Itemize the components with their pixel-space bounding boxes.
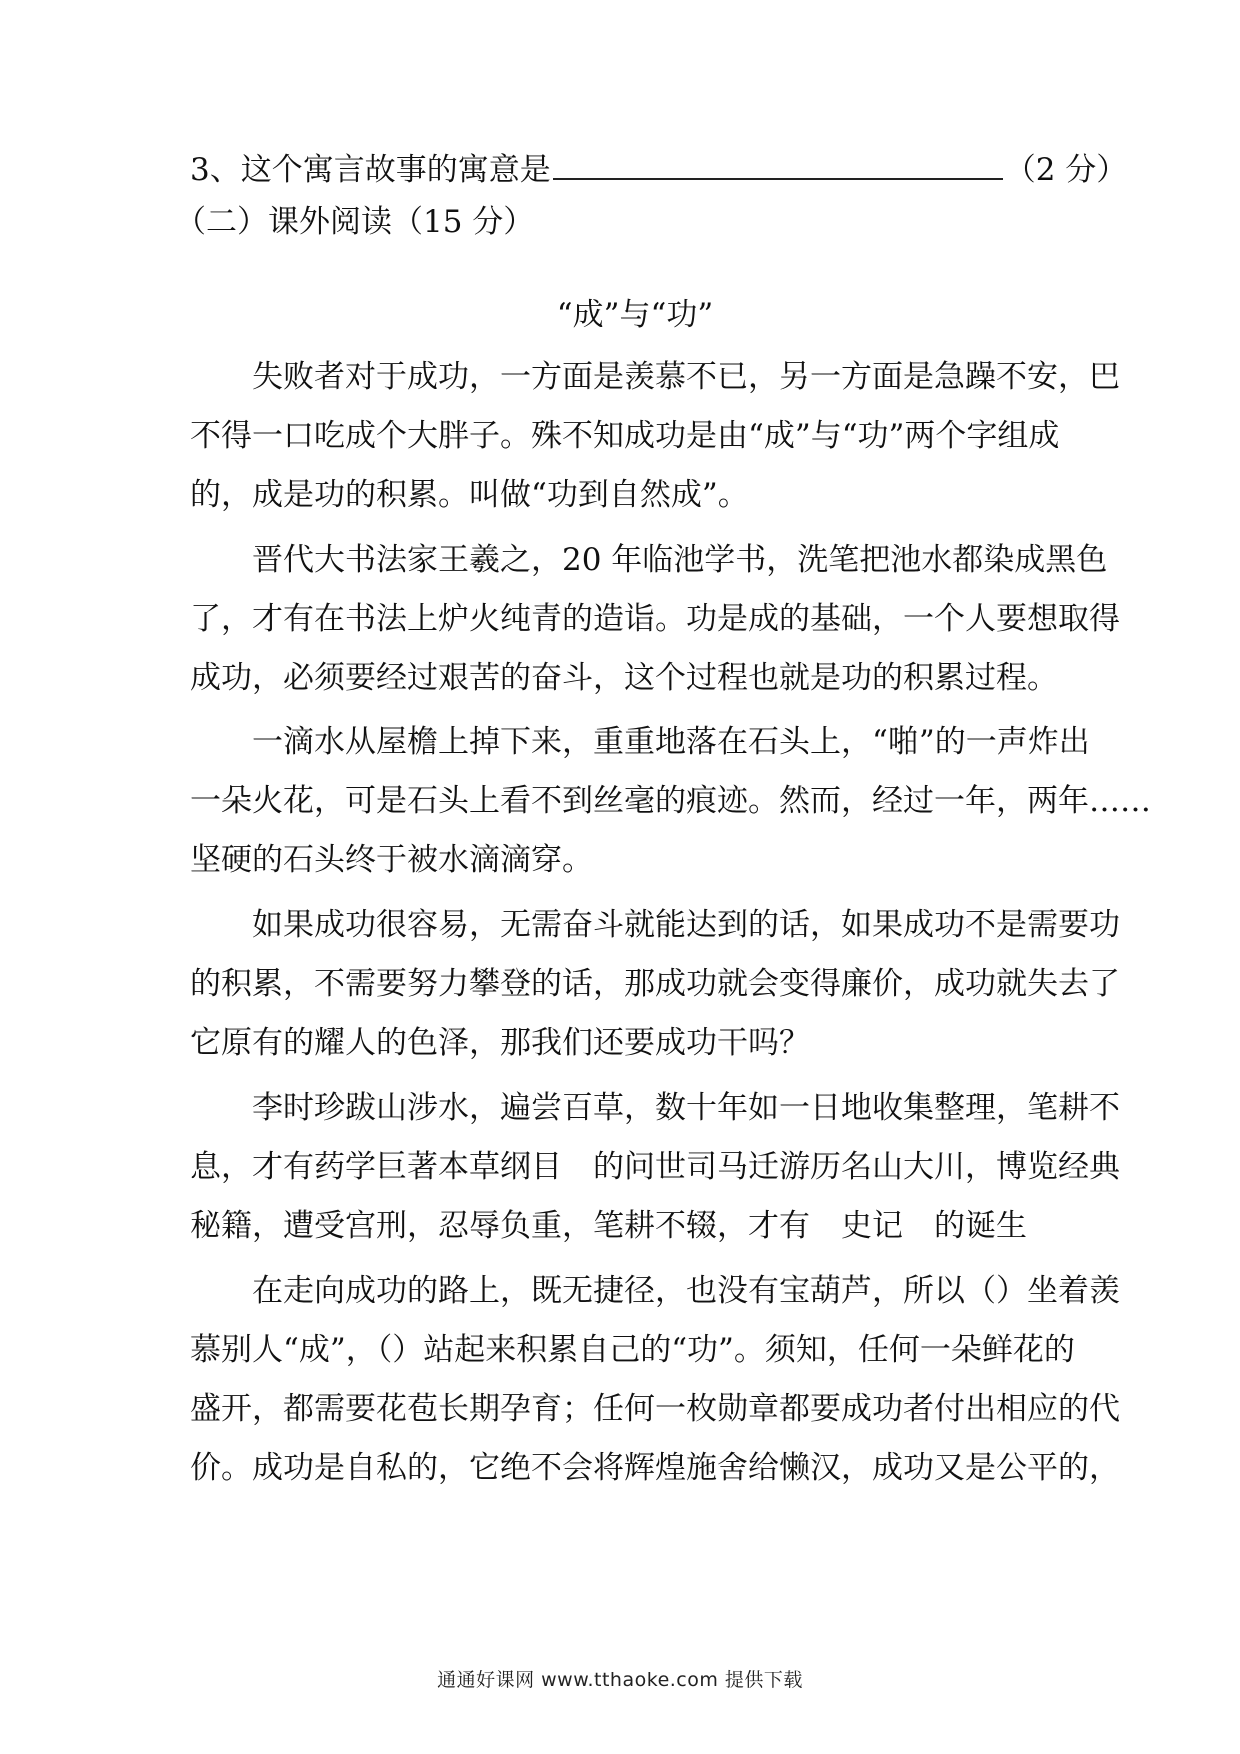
paragraph-line: 的积累，不需要努力攀登的话，那成功就会变得廉价，成功就失去了 — [190, 966, 1120, 1002]
paragraph-line: 在走向成功的路上，既无捷径，也没有宝葫芦，所以（）坐着羡 — [190, 1273, 1120, 1309]
article-title: “成”与“功” — [556, 297, 714, 333]
paragraph-line: 盛开，都需要花苞长期孕育；任何一枚勋章都要成功者付出相应的代 — [190, 1391, 1120, 1427]
paragraph-line: 它原有的耀人的色泽，那我们还要成功干吗？ — [190, 1025, 810, 1061]
paragraph-line: 息，才有药学巨著本草纲目 的问世司马迁游历名山大川，博览经典 — [190, 1149, 1120, 1185]
paragraph-line: 一朵火花，可是石头上看不到丝毫的痕迹。然而，经过一年，两年…… — [190, 783, 1151, 819]
section-heading: （二）课外阅读（15 分） — [175, 204, 535, 240]
question-3-points: （2 分） — [1004, 152, 1128, 188]
paragraph-line: 李时珍跋山涉水，遍尝百草，数十年如一日地收集整理，笔耕不 — [190, 1090, 1120, 1126]
paragraph-line: 了，才有在书法上炉火纯青的造诣。功是成的基础，一个人要想取得 — [190, 601, 1120, 637]
paragraph-line: 失败者对于成功，一方面是羡慕不已，另一方面是急躁不安，巴 — [190, 359, 1120, 395]
question-3 — [190, 148, 1128, 190]
paragraph-line: 成功，必须要经过艰苦的奋斗，这个过程也就是功的积累过程。 — [190, 660, 1058, 696]
paragraph-line: 秘籍，遭受宫刑，忍辱负重，笔耕不辍，才有 史记 的诞生 — [190, 1208, 1027, 1244]
paragraph-line: 慕别人“成”，（）站起来积累自己的“功”。须知，任何一朵鲜花的 — [190, 1332, 1075, 1368]
paragraph-line: 如果成功很容易，无需奋斗就能达到的话，如果成功不是需要功 — [190, 907, 1120, 943]
answer-blank[interactable] — [553, 148, 1003, 180]
paragraph-line: 价。成功是自私的，它绝不会将辉煌施舍给懒汉，成功又是公平的， — [190, 1450, 1120, 1486]
page-footer: 通通好课网 www.tthaoke.com 提供下载 — [437, 1669, 803, 1691]
paragraph-line: 的，成是功的积累。叫做“功到自然成”。 — [190, 477, 749, 513]
paragraph-line: 一滴水从屋檐上掉下来，重重地落在石头上，“啪”的一声炸出 — [190, 724, 1090, 760]
paragraph-line: 晋代大书法家王羲之，20 年临池学书，洗笔把池水都染成黑色 — [190, 542, 1108, 578]
paragraph-line: 不得一口吃成个大胖子。殊不知成功是由“成”与“功”两个字组成 — [190, 418, 1060, 454]
question-3-prompt: 3、这个寓言故事的寓意是 — [190, 152, 551, 188]
paragraph-line: 坚硬的石头终于被水滴滴穿。 — [190, 842, 593, 878]
